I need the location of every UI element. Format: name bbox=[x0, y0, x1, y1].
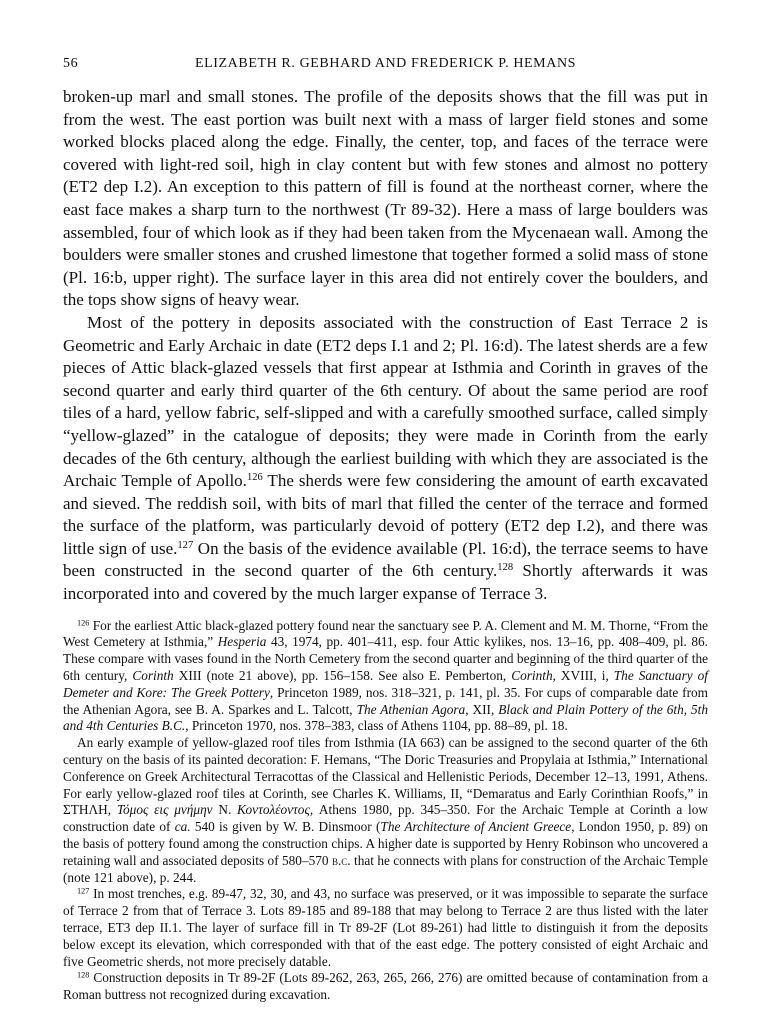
paragraph-1: broken-up marl and small stones. The profile of the deposits shows that the fill was put in from the west. The east portion was built next with a mass of larger field stones and some worked blocks placed along the edge. Finally, the center, top, and faces of the terrace were covered with light-red soil, high in clay content but with few stones and almost no pottery (ET2 dep I.2). An exception to this pattern of fill is found at the northeast corner, where the east face makes a sharp turn to the northwest (Tr 89-32). Here a mass of large boulders was assembled, four of which look as if they had been taken from the Mycenaean wall. Among the boulders were smaller stones and crushed limestone that together formed a solid mass of stone (Pl. 16:b, upper right). The surface layer in this area did not entirely cover the boulders, and the tops show signs of heavy wear. bbox=[63, 87, 708, 310]
footnote-text: In most trenches, e.g. 89-47, 32, 30, and 43, no surface was preserved, or it was impossible to separate the surface of Terrace 2 from that of Terrace 3. Lots 89-185 and 89-188 that may belong to Terrace 2 are thus listed with the later terrace, ET3 dep II.1. The layer of surface fill in Tr 89-2F (Lot 89-261) had little to distinguish it from the deposits below except its elevation, which corresponded with that of the east edge. The pottery consisted of eight Archaic and five Geometric sherds, not more precisely datable. bbox=[63, 886, 708, 969]
footnote-italic: The Sanctuary of Demeter and Kore: The Greek Pottery bbox=[63, 668, 708, 700]
footnotes bbox=[63, 618, 708, 1004]
footnote-italic: Τόμος εις μνήμην bbox=[116, 802, 213, 818]
footnote-text: Construction deposits in Tr 89-2F (Lots 89-262, 263, 265, 266, 276) are omitted because of contamination from a Roman buttress not recognized during excavation. bbox=[63, 970, 708, 1003]
page bbox=[63, 56, 708, 1004]
footnote-127 bbox=[63, 886, 708, 970]
footnote-italic: The Athenian Agora bbox=[356, 701, 466, 717]
paragraph-2-part-b: The sherds were few considering the amount of earth excavated and sieved. The reddish soil, with bits of marl that filled the center of the terrace and formed the surface of the platform, was particularly devoid of pottery (ET2 dep I.2), and there was little sign of use. bbox=[63, 471, 709, 558]
footnote-italic: Black and Plain Pottery of the 6th, 5th and 4th Centuries B.C. bbox=[63, 701, 709, 734]
footnote-text: XIII (note 21 above), pp. 156–158. See also E. Pemberton, bbox=[173, 668, 512, 684]
footnote-number: 128 bbox=[77, 970, 90, 980]
footnote-italic: Corinth bbox=[132, 668, 174, 684]
footnote-italic: Κοντολέοντος bbox=[237, 802, 310, 818]
footnote-smallcaps: b.c. bbox=[331, 852, 351, 868]
footnote-text: , XVIII, i, bbox=[552, 668, 614, 684]
page-number: 56 bbox=[63, 56, 79, 71]
footnote-126 bbox=[63, 618, 708, 736]
footnote-ref-128[interactable]: 128 bbox=[497, 562, 514, 574]
footnote-italic: ca. bbox=[174, 819, 191, 835]
footnote-text: , Princeton 1970, nos. 378–383, class of Athens 1104, pp. 88–89, pl. 18. bbox=[185, 718, 568, 734]
footnote-ref-126[interactable]: 126 bbox=[246, 472, 263, 484]
footnote-text: that he connects with plans for construction of the Archaic Temple (note 121 above), p. 244. bbox=[63, 852, 708, 885]
footnote-text: , Princeton 1989, nos. 318–321, p. 141, pl. 35. For cups of comparable date from the Athenian Agora, see B. A. Sparkes and L. Talcott, bbox=[63, 684, 708, 717]
footnote-text: N. bbox=[212, 802, 238, 818]
footnote-number: 127 bbox=[77, 886, 90, 896]
footnote-text: , XII, bbox=[465, 701, 499, 717]
paragraph-2 bbox=[63, 312, 708, 606]
running-header bbox=[63, 56, 708, 72]
footnote-text: , Athens 1980, pp. 345–350. For the Archaic Temple at Corinth a low construction date of bbox=[63, 802, 709, 835]
footnote-italic: Corinth bbox=[511, 668, 553, 684]
footnote-ref-127[interactable]: 127 bbox=[177, 540, 194, 552]
paragraph-2-part-d: Shortly afterwards it was incorporated into and covered by the much larger expanse of Terrace 3. bbox=[63, 561, 708, 604]
footnote-number: 126 bbox=[77, 618, 90, 628]
footnote-text: For the earliest Attic black-glazed pottery found near the sanctuary see P. A. Clement and M. M. Thorne, “From the West Cemetery at Isthmia,” bbox=[63, 617, 708, 650]
footnote-text: An early example of yellow-glazed roof tiles from Isthmia (IA 663) can be assigned to the second quarter of the 6th century on the basis of its painted decoration: F. Hemans, “The Doric Treasuries and Propylaia at Isthmia,” International Conference on Greek Architectural Terracottas of the Classical and Hellenistic Periods, December 12–13, 1991, Athens. For early yellow-glazed roof tiles at Corinth, see Charles K. Williams, II, “Demaratus and Early Corinthian Roofs,” in ΣΤΗΛΗ, bbox=[63, 735, 708, 818]
main-text bbox=[63, 86, 708, 606]
footnote-italic: The Architecture of Ancient Greece bbox=[380, 819, 572, 835]
footnote-126-continued bbox=[63, 735, 708, 886]
running-title: ELIZABETH R. GEBHARD AND FREDERICK P. HEMANS bbox=[194, 56, 577, 71]
paragraph-2-part-c: On the basis of the evidence available (Pl. 16:d), the terrace seems to have been constructed in the second quarter of the 6th century. bbox=[63, 538, 709, 581]
footnote-text: , London 1950, p. 89) on the basis of pottery found among the construction chips. A higher date is supported by Henry Robinson who uncovered a retaining wall and associated deposits of 580–570 bbox=[63, 819, 709, 868]
footnote-italic: Hesperia bbox=[217, 634, 267, 650]
footnote-128 bbox=[63, 970, 708, 1004]
footnote-text: 43, 1974, pp. 401–411, esp. four Attic kylikes, nos. 13–16, pp. 408–409, pl. 86. These compare with vases found in the North Cemetery from the second quarter and beginning of the third quarter of the 6th century, bbox=[63, 634, 708, 684]
footnote-text: 540 is given by W. B. Dinsmoor ( bbox=[190, 819, 381, 835]
paragraph-2-part-a: Most of the pottery in deposits associated with the construction of East Terrace 2 is Geometric and Early Archaic in date (ET2 deps I.1 and 2; Pl. 16:d). The latest sherds are a few pieces of Attic black-glazed vessels that first appear at Isthmia and Corinth in graves of the second quarter and early third quarter of the 6th century. Of about the same period are roof tiles of a hard, yellow fabric, self-slipped and with a carefully smoothed surface, called simply “yellow-glazed” in the catalogue of deposits; they were made in Corinth from the early decades of the 6th century, although the earliest building with which they are associated is the Archaic Temple of Apollo. bbox=[63, 312, 708, 491]
